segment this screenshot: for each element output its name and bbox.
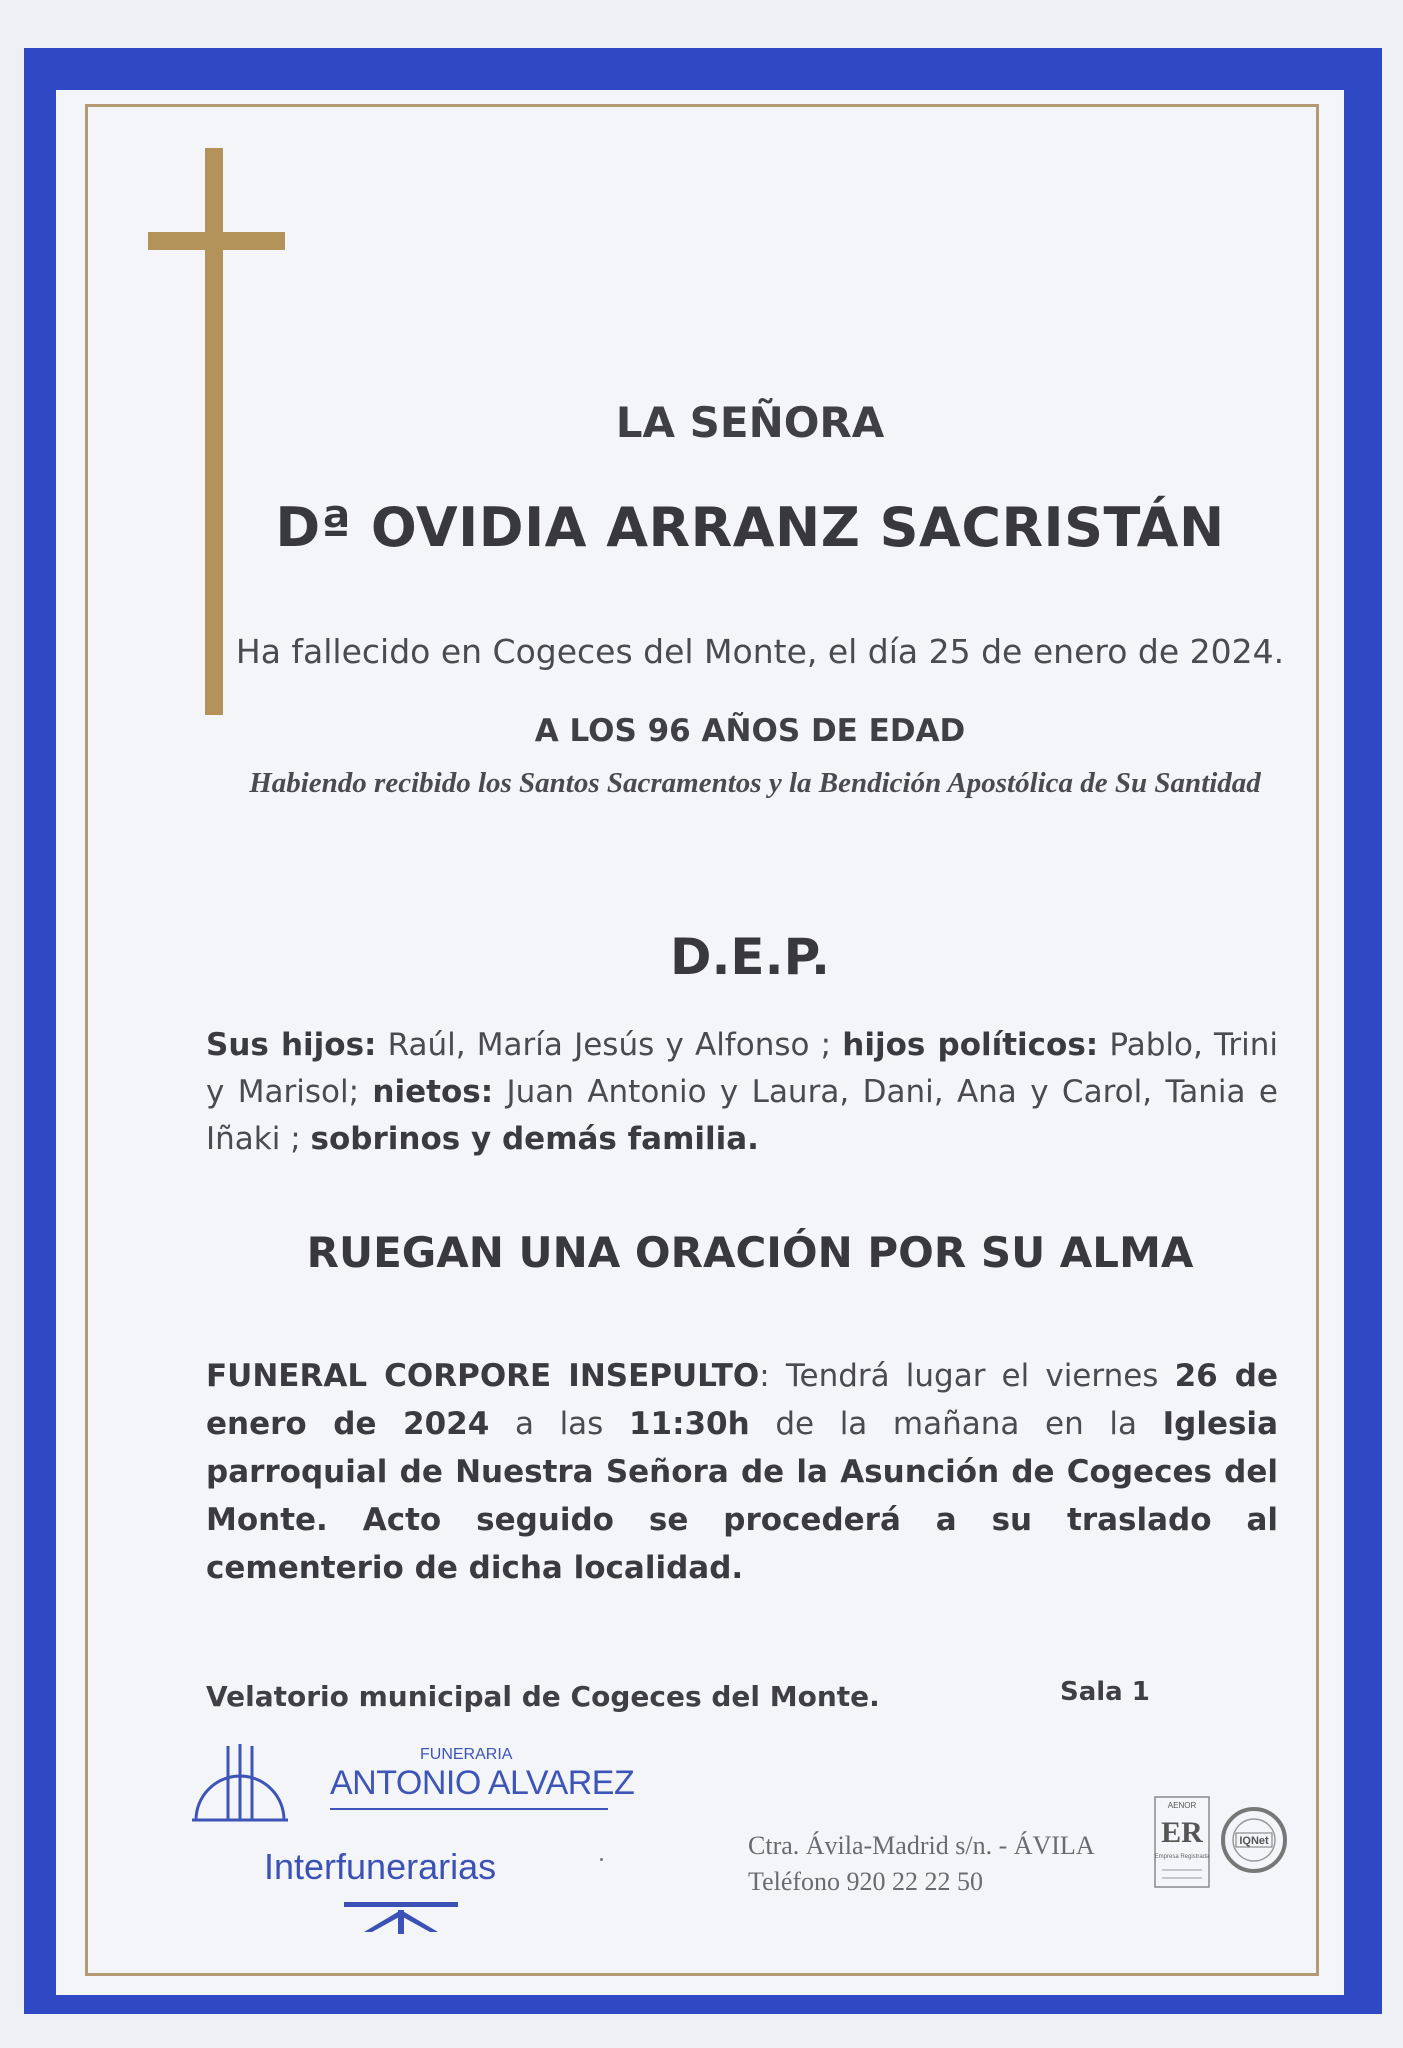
deceased-name: Dª OVIDIA ARRANZ SACRISTÁN — [275, 496, 1225, 559]
family-paragraph — [206, 1022, 1278, 1163]
in-laws-names: Pablo, Trini y Marisol; — [206, 1027, 1279, 1110]
funeraria-logo-icon — [190, 1738, 290, 1826]
iqnet-label: IQNet — [1239, 1835, 1269, 1847]
aenor-label: AENOR — [1167, 1801, 1197, 1810]
death-notice: Ha fallecido en Cogeces del Monte, el día 25 de enero de 2024. — [235, 632, 1285, 671]
aenor-certification-icon — [1154, 1796, 1210, 1888]
interfunerarias-mark-icon — [344, 1902, 458, 1936]
sons-label: Sus hijos: — [206, 1027, 377, 1063]
prayer-request: RUEGAN UNA ORACIÓN POR SU ALMA — [306, 1228, 1194, 1277]
title-honorific: LA SEÑORA — [615, 398, 885, 447]
interfunerarias-logo-text: Interfunerarias — [264, 1846, 497, 1887]
separator-dot — [600, 1858, 603, 1861]
sacraments-line: Habiendo recibido los Santos Sacramentos y la Bendición Apostólica de Su Santidad — [249, 767, 1261, 799]
funeraria-label: FUNERARIA — [420, 1746, 513, 1763]
velatorio-location: Velatorio municipal de Cogeces del Monte. — [206, 1680, 880, 1713]
funeraria-address — [748, 1828, 1095, 1900]
cross-icon-arm — [148, 232, 285, 250]
iqnet-certification-icon — [1220, 1806, 1288, 1874]
aenor-sub-label: Empresa Registrada — [1154, 1854, 1210, 1860]
funeral-paragraph — [206, 1352, 1278, 1592]
room-number: Sala 1 — [1060, 1677, 1150, 1707]
age-line: A LOS 96 AÑOS DE EDAD — [534, 713, 966, 749]
funeraria-name: ANTONIO ALVAREZ — [330, 1764, 635, 1802]
funeral-place: Iglesia parroquial de Nuestra Señora de la Asunción de Cogeces del Monte. Acto seguido se procederá a su traslado al cementerio de dicha localidad. — [206, 1406, 1278, 1586]
funeral-text: de la mañana en la — [749, 1406, 1163, 1442]
dep-heading: D.E.P. — [669, 928, 831, 986]
phone-line: Teléfono 920 22 22 50 — [748, 1867, 984, 1896]
grandchildren-names: Juan Antonio y Laura, Dani, Ana y Carol, Tania e Iñaki ; — [206, 1074, 1278, 1157]
funeral-label: FUNERAL CORPORE INSEPULTO — [206, 1358, 760, 1394]
sons-names: Raúl, María Jesús y Alfonso ; — [376, 1027, 843, 1063]
other-family: sobrinos y demás familia. — [310, 1121, 759, 1157]
svg-text:ER: ER — [1161, 1816, 1203, 1849]
funeral-text: : Tendrá lugar el viernes — [759, 1358, 1175, 1394]
funeral-text: a las — [489, 1406, 629, 1442]
grandchildren-label: nietos: — [372, 1074, 494, 1110]
in-laws-label: hijos políticos: — [842, 1027, 1099, 1063]
funeraria-underline — [330, 1808, 608, 1810]
funeral-time: 11:30h — [628, 1406, 750, 1442]
funeral-date: 26 de enero de 2024 — [206, 1358, 1278, 1442]
address-line: Ctra. Ávila-Madrid s/n. - ÁVILA — [748, 1831, 1095, 1860]
